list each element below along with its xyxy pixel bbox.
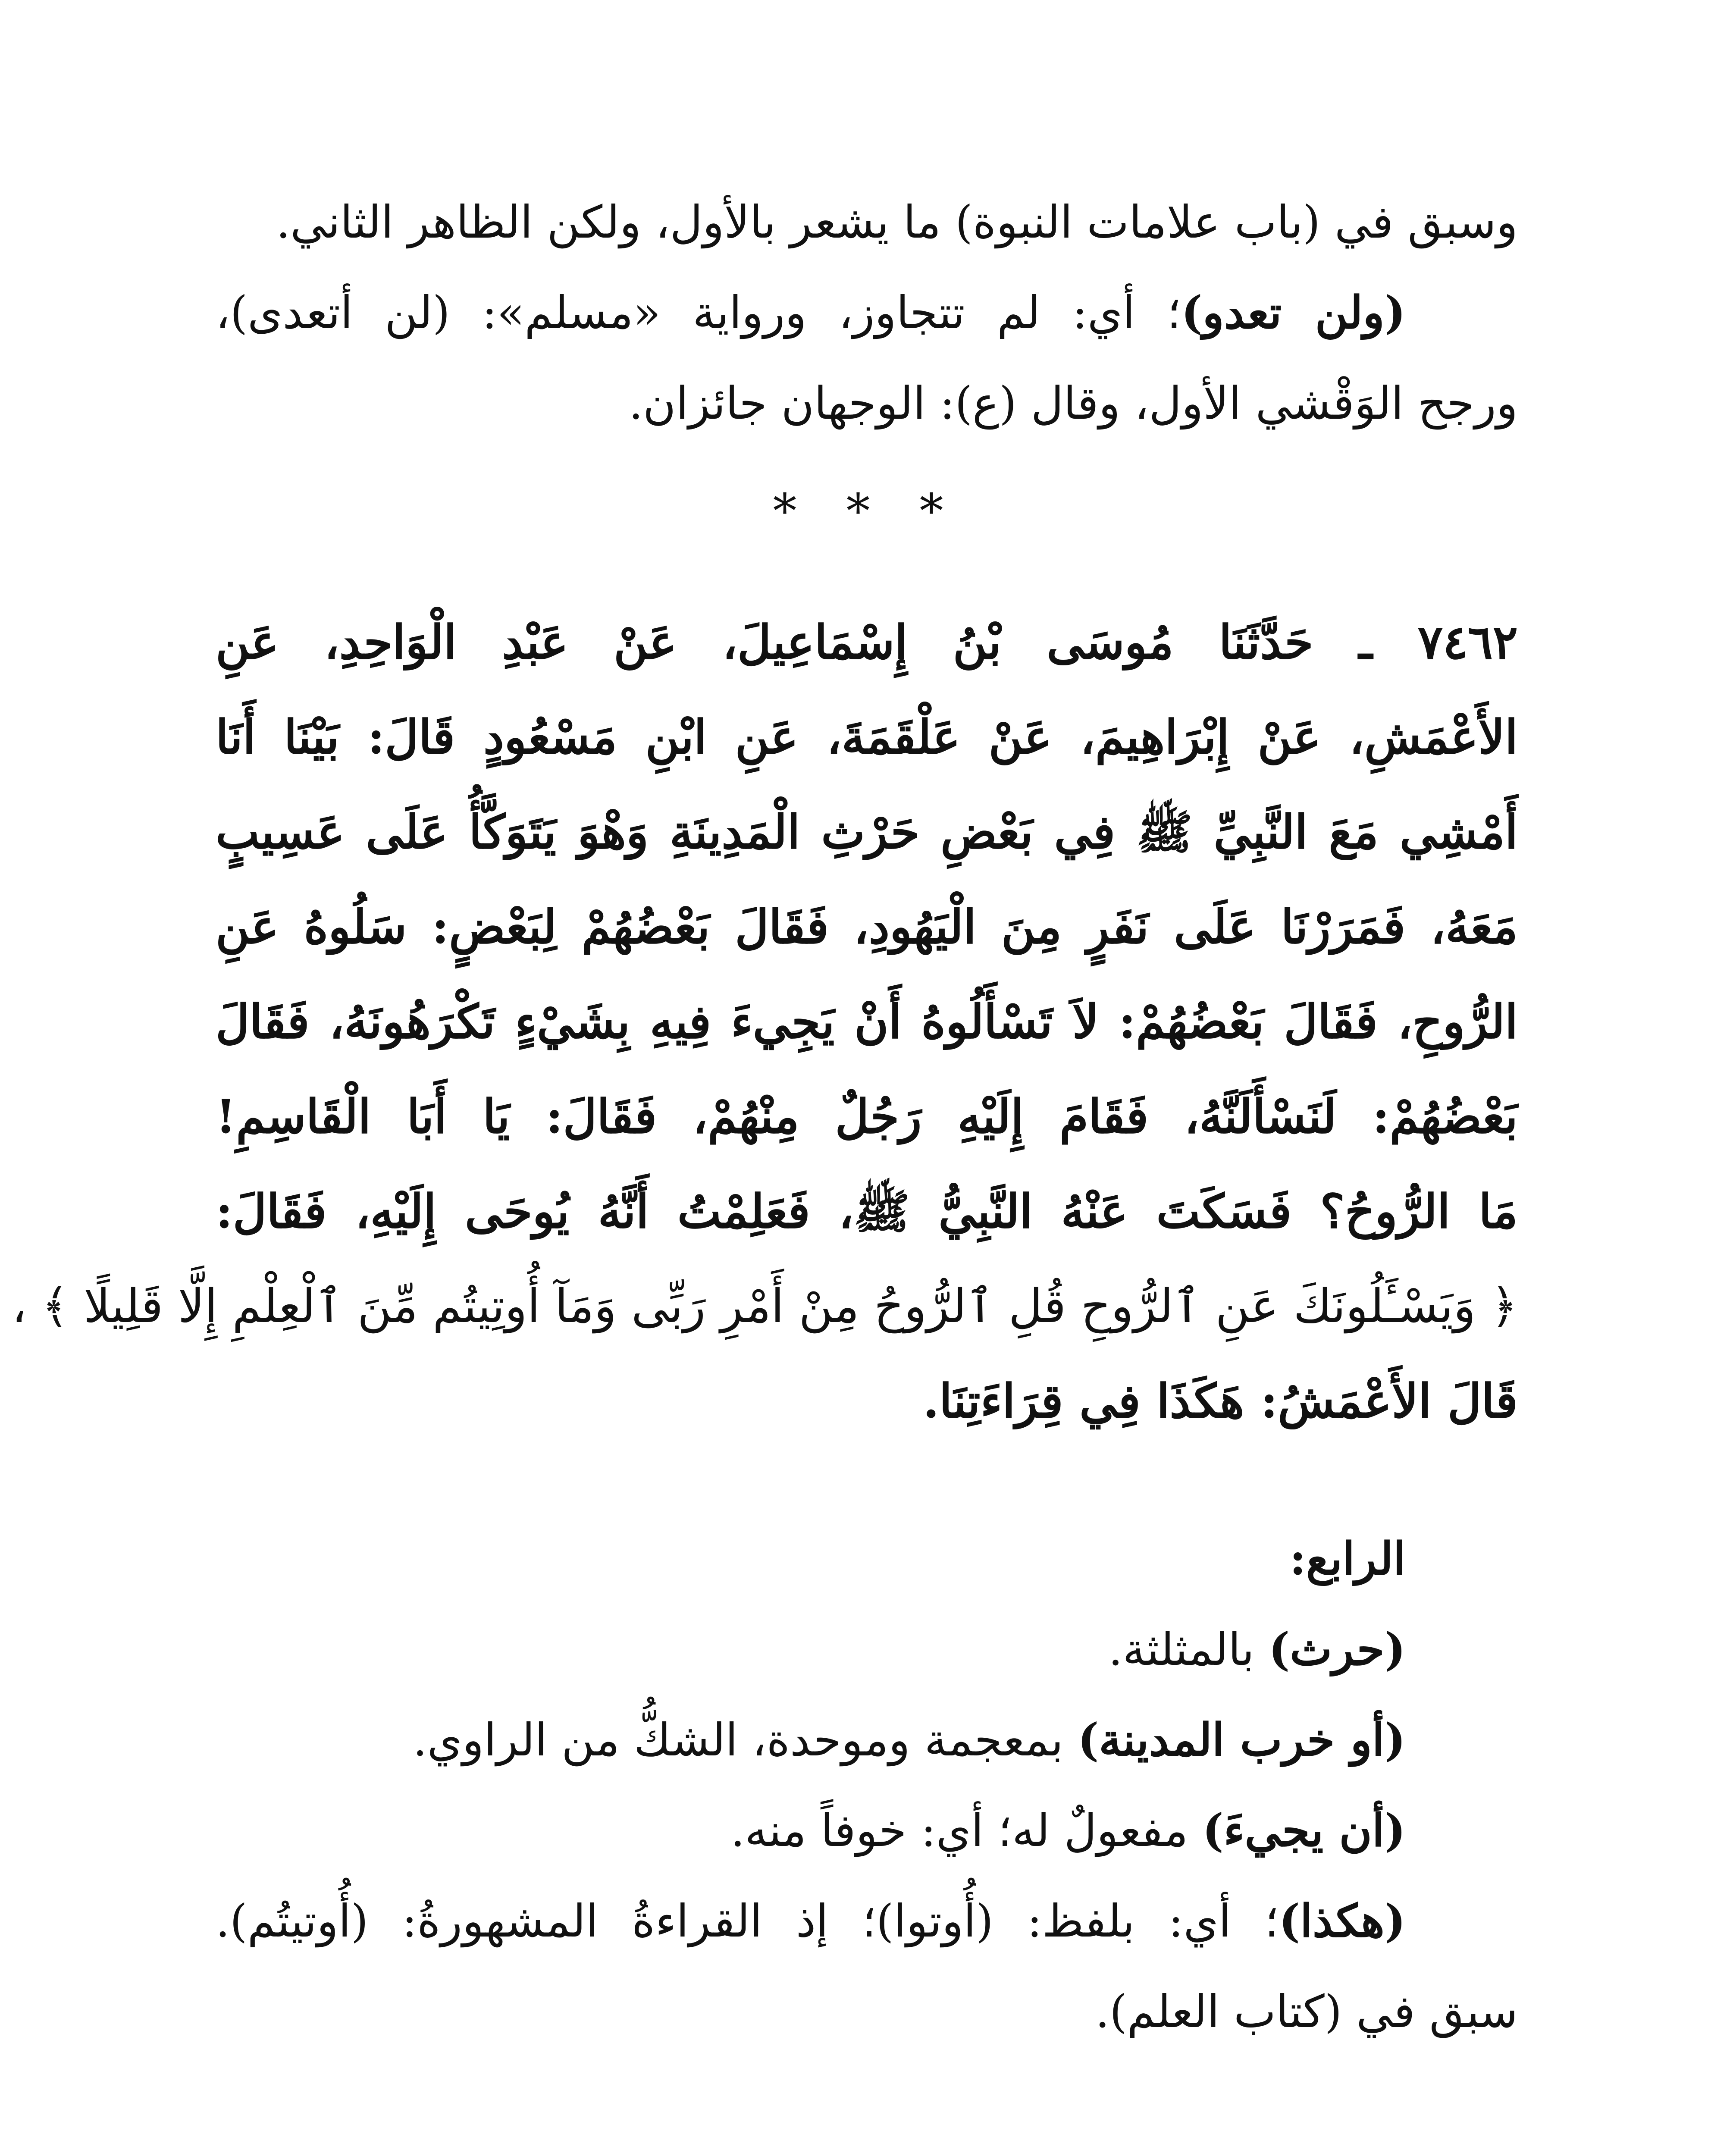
- hadith-line: مَعَهُ، فَمَرَرْنَا عَلَى نَفَرٍ مِنَ الْيَهُودِ، فَقَالَ بَعْضُهُمْ لِبَعْضٍ: سَلُوهُ عَنِ: [216, 900, 1518, 954]
- commentary-text: مفعولٌ له؛ أي: خوفاً منه.: [730, 1804, 1203, 1857]
- commentary-line: [216, 1604, 1518, 1695]
- hadith-line: بَعْضُهُمْ: لَنَسْأَلَنَّهُ، فَقَامَ إِلَيْهِ رَجُلٌ مِنْهُمْ، فَقَالَ: يَا أَبَا الْقَاسِمِ!: [216, 1090, 1518, 1144]
- commentary-line: [216, 1695, 1518, 1785]
- commentary-text: سبق في (كتاب العلم).: [1095, 1985, 1518, 2038]
- section-separator: * * *: [773, 483, 961, 539]
- page-content: [12, 177, 1518, 2057]
- commentary-text: وسبق في (باب علامات النبوة) ما يشعر بالأول، ولكن الظاهر الثاني.: [276, 196, 1518, 248]
- hadith-block: [12, 595, 1518, 1449]
- commentary-line: [216, 267, 1518, 358]
- commentary-text: بمعجمة وموحدة، الشكُّ من الراوي.: [413, 1714, 1078, 1766]
- commentary-lead-term: (ولن تعدو): [1181, 286, 1406, 339]
- section-heading: الرابع:: [1289, 1532, 1406, 1585]
- commentary-text: ورجح الوَقْشي الأول، وقال (ع): الوجهان جائزان.: [629, 377, 1518, 429]
- commentary-lead-term: (حرث): [1269, 1623, 1406, 1676]
- hadith-line: أَمْشِي مَعَ النَّبِيِّ ﷺ فِي بَعْضِ حَرْثِ الْمَدِينَةِ وَهْوَ يَتَوَكَّأُ عَلَى عَسِيبٍ: [216, 805, 1518, 859]
- hadith-line: ٧٤٦٢ ـ حَدَّثَنَا مُوسَى بْنُ إِسْمَاعِيلَ، عَنْ عَبْدِ الْوَاحِدِ، عَنِ: [216, 615, 1518, 670]
- hadith-line: مَا الرُّوحُ؟ فَسَكَتَ عَنْهُ النَّبِيُّ ﷺ، فَعَلِمْتُ أَنَّهُ يُوحَى إِلَيْهِ، فَقَالَ:: [216, 1185, 1518, 1239]
- commentary-bottom: [216, 1514, 1518, 2057]
- commentary-lead-term: (هكذا): [1279, 1894, 1406, 1947]
- commentary-text: بالمثلثة.: [1108, 1623, 1269, 1676]
- commentary-lead-term: (أن يجيءَ): [1202, 1804, 1406, 1857]
- commentary-line: [216, 1785, 1518, 1876]
- commentary-lead-term: (أو خرب المدينة): [1078, 1713, 1406, 1766]
- commentary-top: [216, 177, 1518, 448]
- commentary-text: ؛ أي: لم تتجاوز، ورواية «مسلم»: (لن أتعدى)،: [216, 286, 1181, 339]
- commentary-line: [216, 1966, 1518, 2057]
- commentary-text: ؛ أي: بلفظ: (أُوتوا)؛ إذ القراءةُ المشهورةُ: (أُوتيتُم).: [216, 1895, 1279, 1947]
- hadith-line: الرُّوحِ، فَقَالَ بَعْضُهُمْ: لاَ تَسْأَلُوهُ أَنْ يَجِيءَ فِيهِ بِشَيْءٍ تَكْرَهُونَهُ، فَقَالَ: [216, 995, 1518, 1049]
- commentary-line: [216, 358, 1518, 448]
- quran-verse: ﴿ وَيَسْـَٔلُونَكَ عَنِ ٱلرُّوحِ قُلِ ٱلرُّوحُ مِنْ أَمْرِ رَبِّى وَمَآ أُوتِيتُم مِّنَ ٱلْعِلْمِ إِلَّا قَلِيلًا ﴾ ،: [12, 1279, 1518, 1333]
- commentary-line: [216, 177, 1518, 267]
- commentary-line: [216, 1876, 1518, 1966]
- hadith-line: قَالَ الأَعْمَشُ: هَكَذَا فِي قِرَاءَتِنَا.: [923, 1374, 1518, 1429]
- hadith-line: الأَعْمَشِ، عَنْ إِبْرَاهِيمَ، عَنْ عَلْقَمَةَ، عَنِ ابْنِ مَسْعُودٍ قَالَ: بَيْنَا أَنَا: [216, 710, 1518, 765]
